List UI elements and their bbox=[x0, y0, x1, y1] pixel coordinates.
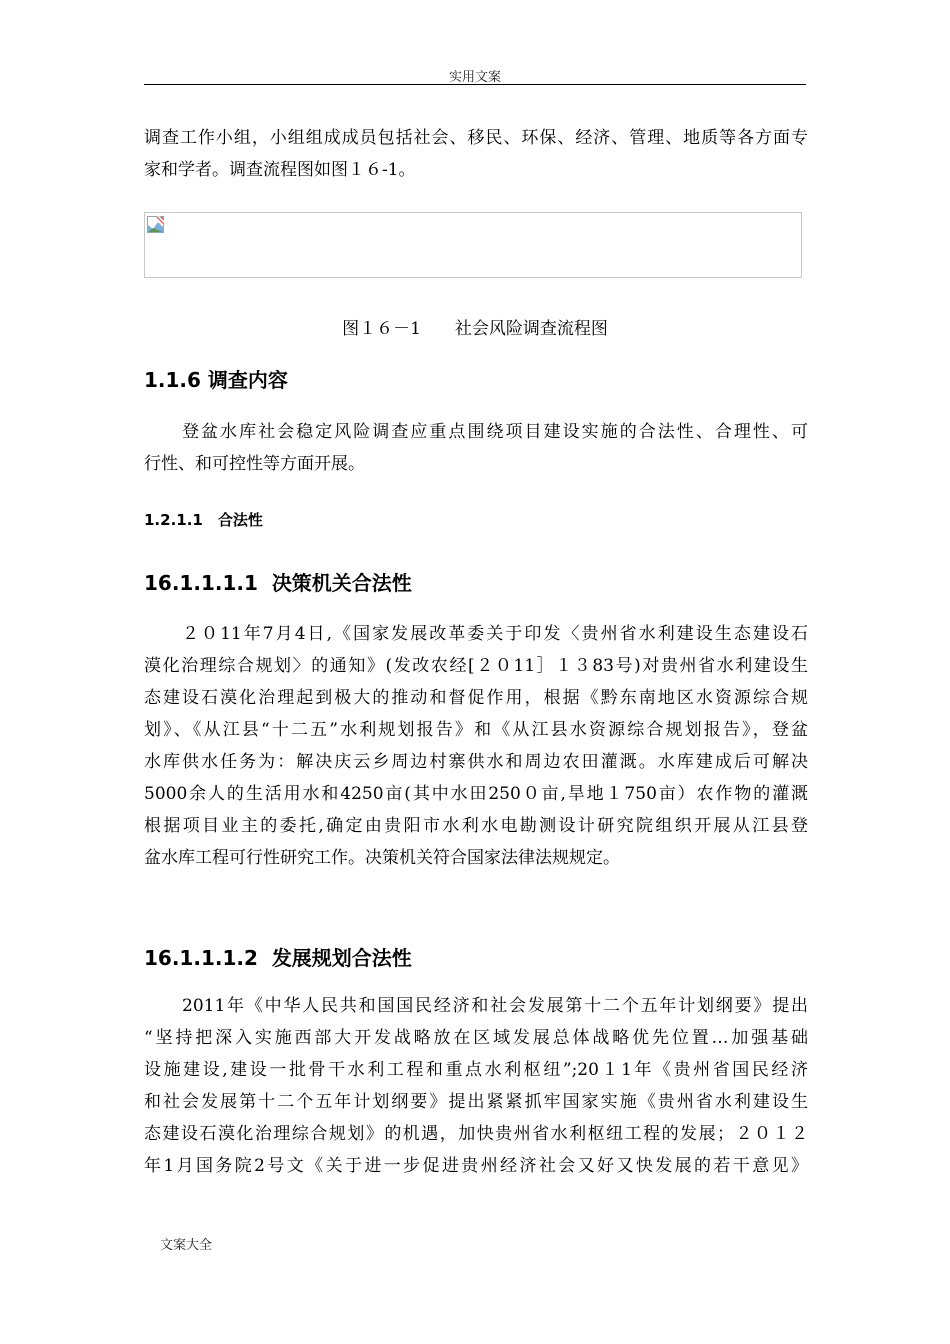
text-line: 2011年《中华人民共和国国民经济和社会发展第十二个五年计划纲要》提出 bbox=[182, 996, 808, 1016]
text-line: 行性、和可控性等方面开展。 bbox=[144, 454, 365, 474]
text-line: 态建设石漠化治理起到极大的推动和督促作用，根据《黔东南地区水资源综合规 bbox=[144, 688, 808, 708]
heading-1-1-6: 1.1.6 调查内容 bbox=[144, 368, 288, 392]
text-line: 调查工作小组，小组组成成员包括社会、移民、环保、经济、管理、地质等各方面专 bbox=[144, 128, 808, 148]
text-line: 水库供水任务为：解决庆云乡周边村寨供水和周边农田灌溉。水库建成后可解决 bbox=[144, 752, 808, 772]
text-line: 年1月国务院2号文《关于进一步促进贵州经济社会又好又快发展的若干意见》 bbox=[144, 1156, 808, 1176]
text-line: 5000余人的生活用水和4250亩(其中水田250０亩,旱地１750亩）农作物的灌溉 bbox=[144, 784, 808, 804]
paragraph-decision-legality bbox=[144, 618, 808, 874]
text-line: 和社会发展第十二个五年计划纲要》提出紧紧抓牢国家实施《贵州省水利建设生 bbox=[144, 1092, 808, 1112]
text-line: 漠化治理综合规划〉的通知》(发改农经[２０11］１３83号)对贵州省水利建设生 bbox=[144, 656, 808, 676]
header-divider bbox=[144, 84, 806, 85]
text-line: 登盆水库社会稳定风险调查应重点围绕项目建设实施的合法性、合理性、可 bbox=[182, 422, 808, 442]
broken-image-icon bbox=[147, 216, 164, 233]
figure-caption: 图１６－1 社会风险调查流程图 bbox=[342, 319, 608, 339]
page-footer-text: 文案大全 bbox=[160, 1238, 213, 1253]
text-line: 根据项目业主的委托,确定由贵阳市水利水电勘测设计研究院组织开展从江县登 bbox=[144, 816, 808, 836]
page-header-title: 实用文案 bbox=[448, 70, 501, 85]
text-line: 态建设石漠化治理综合规划》的机遇，加快贵州省水利枢纽工程的发展；２０１２ bbox=[144, 1124, 808, 1144]
text-line: 盆水库工程可行性研究工作。决策机关符合国家法律法规规定。 bbox=[144, 848, 620, 868]
paragraph-plan-legality bbox=[144, 990, 808, 1182]
paragraph-survey-content bbox=[144, 416, 808, 480]
intro-paragraph bbox=[144, 122, 808, 186]
text-line: ２０11年7月4日,《国家发展改革委关于印发〈贵州省水利建设生态建设石 bbox=[182, 624, 808, 644]
heading-16-1-1-1-1: 16.1.1.1.1 决策机关合法性 bbox=[144, 571, 412, 595]
figure-image-placeholder bbox=[144, 212, 802, 278]
heading-16-1-1-1-2: 16.1.1.1.2 发展规划合法性 bbox=[144, 946, 412, 970]
text-line: 划》、《从江县“十二五”水利规划报告》和《从江县水资源综合规划报告》，登盆 bbox=[144, 720, 808, 740]
heading-1-2-1-1: 1.2.1.1 合法性 bbox=[144, 511, 263, 529]
text-line: 设施建设,建设一批骨干水利工程和重点水利枢纽”;20１1年《贵州省国民经济 bbox=[144, 1060, 808, 1080]
text-line: “坚持把深入实施西部大开发战略放在区域发展总体战略优先位置…加强基础 bbox=[144, 1028, 808, 1048]
text-line: 家和学者。调查流程图如图１６-1。 bbox=[144, 160, 416, 180]
